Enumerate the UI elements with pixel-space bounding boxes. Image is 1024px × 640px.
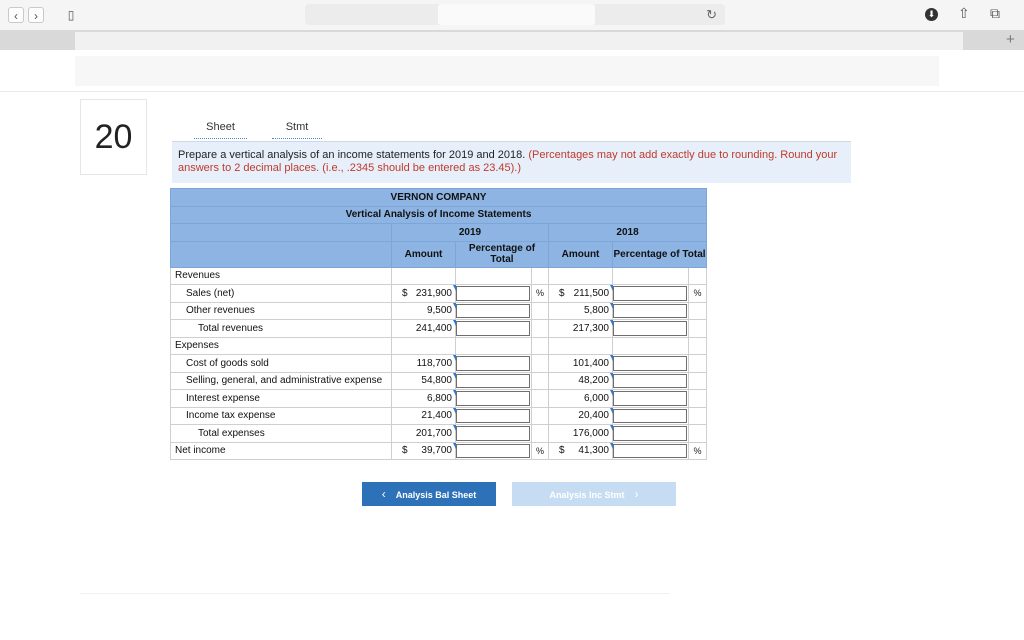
chevron-right-icon: › [634, 487, 639, 501]
amount-cell [392, 320, 456, 338]
percent-input-box[interactable] [456, 426, 530, 441]
row-label: Sales (net) [171, 285, 392, 303]
percent-input[interactable] [456, 390, 532, 408]
amount-cell [392, 355, 456, 373]
amount-cell [549, 425, 613, 443]
header-blank [171, 224, 392, 242]
divider [0, 91, 1024, 92]
percent-input-box[interactable] [456, 304, 530, 319]
percent-sign-cell [532, 355, 549, 373]
percent-input-box[interactable] [613, 374, 687, 389]
row-label: Total expenses [171, 425, 392, 443]
dollar-sign: $ [402, 287, 408, 299]
percent-input-box[interactable] [456, 286, 530, 301]
amount-cell [549, 337, 613, 355]
amount-cell [392, 302, 456, 320]
percent-sign: % [535, 288, 544, 299]
download-icon[interactable]: ⬇ [925, 8, 938, 21]
percent-input[interactable] [456, 355, 532, 373]
year-2019-header: 2019 [392, 224, 549, 242]
amount-value: 9,500 [426, 305, 452, 317]
percent-input[interactable] [613, 302, 689, 320]
amount-cell [392, 390, 456, 408]
percent-input-box[interactable] [456, 374, 530, 389]
reload-icon[interactable]: ↻ [706, 7, 717, 22]
percent-sign-cell [532, 320, 549, 338]
table-row [171, 372, 707, 390]
percent-sign-cell [689, 320, 707, 338]
amount-cell [392, 267, 456, 285]
table-row [171, 267, 707, 285]
percent-sign-cell [532, 285, 549, 303]
percent-input-box[interactable] [613, 304, 687, 319]
divider [80, 593, 670, 594]
row-label: Cost of goods sold [171, 355, 392, 373]
percent-input[interactable] [613, 425, 689, 443]
percent-input[interactable] [456, 407, 532, 425]
percent-sign-cell [532, 442, 549, 460]
table-body [171, 267, 707, 460]
amount-value: 217,300 [572, 322, 609, 334]
empty-cell [613, 267, 689, 285]
table-title: Vertical Analysis of Income Statements [171, 206, 707, 224]
tabs-overview-icon[interactable]: ⧉ [990, 5, 1000, 21]
percent-input-box[interactable] [613, 286, 687, 301]
percent-input[interactable] [613, 390, 689, 408]
percent-header: Percentage of Total [613, 241, 707, 267]
percent-input-box[interactable] [613, 409, 687, 424]
amount-header: Amount [392, 241, 456, 267]
empty-cell [456, 337, 532, 355]
new-tab-icon[interactable]: + [1006, 31, 1015, 48]
empty-cell [456, 267, 532, 285]
tab-income-statement[interactable] [272, 122, 322, 139]
percent-header: Percentage of Total [456, 241, 549, 267]
amount-value: 21,400 [421, 410, 452, 422]
tab-strip [0, 30, 1024, 50]
analysis-bal-sheet-button[interactable] [362, 482, 496, 506]
amount-cell [549, 267, 613, 285]
sidebar-button[interactable] [63, 7, 79, 23]
percent-sign-cell [532, 407, 549, 425]
percent-input-box[interactable] [456, 444, 530, 459]
percent-input[interactable] [456, 425, 532, 443]
sidebar-icon: ▯ [67, 8, 75, 22]
amount-cell [549, 390, 613, 408]
percent-sign-cell [532, 267, 549, 285]
percent-sign-cell [689, 337, 707, 355]
tab-label: Stmt [285, 122, 309, 133]
percent-input[interactable] [613, 442, 689, 460]
chevron-right-icon: › [34, 9, 38, 23]
percent-sign: % [535, 445, 544, 456]
table-header-row [171, 189, 707, 207]
address-field[interactable] [438, 4, 595, 25]
percent-sign-cell [532, 337, 549, 355]
amount-cell [549, 355, 613, 373]
percent-input[interactable] [613, 355, 689, 373]
amount-header: Amount [549, 241, 613, 267]
percent-input[interactable] [613, 285, 689, 303]
percent-input[interactable] [456, 302, 532, 320]
sub-tabs [172, 122, 852, 141]
percent-sign: % [693, 445, 702, 456]
amount-value: 231,900 [415, 287, 452, 299]
tab-label: Sheet [206, 122, 235, 133]
amount-cell [392, 407, 456, 425]
tab-balance-sheet[interactable] [194, 122, 247, 139]
forward-button[interactable] [28, 7, 44, 23]
amount-value: 20,400 [578, 410, 609, 422]
amount-value: 41,300 [578, 445, 609, 457]
percent-sign-cell [689, 442, 707, 460]
amount-cell [392, 285, 456, 303]
chevron-left-icon: ‹ [14, 9, 18, 23]
analysis-inc-stmt-button[interactable] [512, 482, 676, 506]
percent-sign-cell [689, 425, 707, 443]
percent-sign-cell [532, 302, 549, 320]
amount-cell [549, 285, 613, 303]
percent-input[interactable] [613, 320, 689, 338]
dollar-sign: $ [402, 445, 408, 457]
table-header-row [171, 206, 707, 224]
browser-tab[interactable] [75, 32, 963, 50]
amount-value: 176,000 [572, 427, 609, 439]
percent-input-box[interactable] [456, 391, 530, 406]
dollar-sign: $ [559, 445, 565, 457]
address-bar[interactable] [305, 4, 725, 25]
percent-input-box[interactable] [613, 444, 687, 459]
percent-input-box[interactable] [613, 426, 687, 441]
button-label: Analysis Bal Sheet [395, 490, 477, 500]
empty-cell [613, 337, 689, 355]
percent-input-box[interactable] [456, 321, 530, 336]
amount-cell [549, 320, 613, 338]
page-header-bar [75, 56, 939, 86]
percent-sign-cell [689, 407, 707, 425]
percent-input-box[interactable] [613, 356, 687, 371]
table-row [171, 442, 707, 460]
amount-cell [392, 442, 456, 460]
vertical-analysis-table [170, 188, 707, 460]
row-label: Income tax expense [171, 407, 392, 425]
company-name: VERNON COMPANY [171, 189, 707, 207]
percent-sign: % [693, 288, 702, 299]
amount-value: 5,800 [583, 305, 609, 317]
amount-value: 6,800 [426, 392, 452, 404]
amount-cell [549, 302, 613, 320]
row-label: Selling, general, and administrative expense [171, 372, 392, 390]
row-label: Net income [171, 442, 392, 460]
percent-input[interactable] [613, 407, 689, 425]
percent-sign-cell [532, 372, 549, 390]
browser-toolbar [0, 0, 1024, 30]
percent-input[interactable] [456, 320, 532, 338]
row-label: Revenues [171, 267, 392, 285]
table-row [171, 302, 707, 320]
instruction-note: (Percentages may not add exactly due to rounding. Round your answers to 2 decimal places. (i.e., .2345 should be entered as 23.45).) [178, 149, 838, 174]
row-label: Other revenues [171, 302, 392, 320]
amount-cell [549, 442, 613, 460]
amount-value: 48,200 [578, 375, 609, 387]
question-number: 20 [80, 99, 147, 175]
year-2018-header: 2018 [549, 224, 707, 242]
percent-sign-cell [689, 285, 707, 303]
share-icon[interactable]: ⇧ [958, 5, 970, 21]
instructions [172, 142, 851, 183]
chevron-left-icon: ‹ [381, 487, 386, 501]
amount-cell [392, 372, 456, 390]
percent-input[interactable] [456, 372, 532, 390]
amount-value: 39,700 [421, 445, 452, 457]
table-row [171, 390, 707, 408]
table-row [171, 407, 707, 425]
amount-cell [392, 425, 456, 443]
header-blank [171, 241, 392, 267]
amount-cell [549, 407, 613, 425]
table-row [171, 355, 707, 373]
amount-value: 118,700 [416, 357, 452, 369]
amount-value: 211,500 [573, 287, 609, 299]
table-row [171, 425, 707, 443]
table-row [171, 320, 707, 338]
percent-input-box[interactable] [456, 409, 530, 424]
percent-sign-cell [689, 372, 707, 390]
percent-sign-cell [689, 390, 707, 408]
row-label: Expenses [171, 337, 392, 355]
amount-value: 201,700 [415, 427, 452, 439]
percent-sign-cell [689, 267, 707, 285]
row-label: Total revenues [171, 320, 392, 338]
percent-sign-cell [532, 425, 549, 443]
table-row [171, 285, 707, 303]
percent-input-box[interactable] [613, 391, 687, 406]
table-header-row [171, 241, 707, 267]
table-row [171, 337, 707, 355]
percent-sign-cell [689, 355, 707, 373]
amount-cell [549, 372, 613, 390]
percent-sign-cell [532, 390, 549, 408]
instruction-text: Prepare a vertical analysis of an income statements for 2019 and 2018. [178, 149, 526, 161]
amount-value: 101,400 [572, 357, 609, 369]
amount-value: 54,800 [421, 375, 452, 387]
back-button[interactable] [8, 7, 24, 23]
percent-input-box[interactable] [456, 356, 530, 371]
amount-cell [392, 337, 456, 355]
button-label: Analysis Inc Stmt [549, 490, 625, 500]
percent-input[interactable] [613, 372, 689, 390]
percent-input-box[interactable] [613, 321, 687, 336]
dollar-sign: $ [559, 287, 565, 299]
row-label: Interest expense [171, 390, 392, 408]
percent-sign-cell [689, 302, 707, 320]
table-header-row [171, 224, 707, 242]
percent-input[interactable] [456, 285, 532, 303]
percent-input[interactable] [456, 442, 532, 460]
amount-value: 241,400 [415, 322, 452, 334]
amount-value: 6,000 [583, 392, 609, 404]
